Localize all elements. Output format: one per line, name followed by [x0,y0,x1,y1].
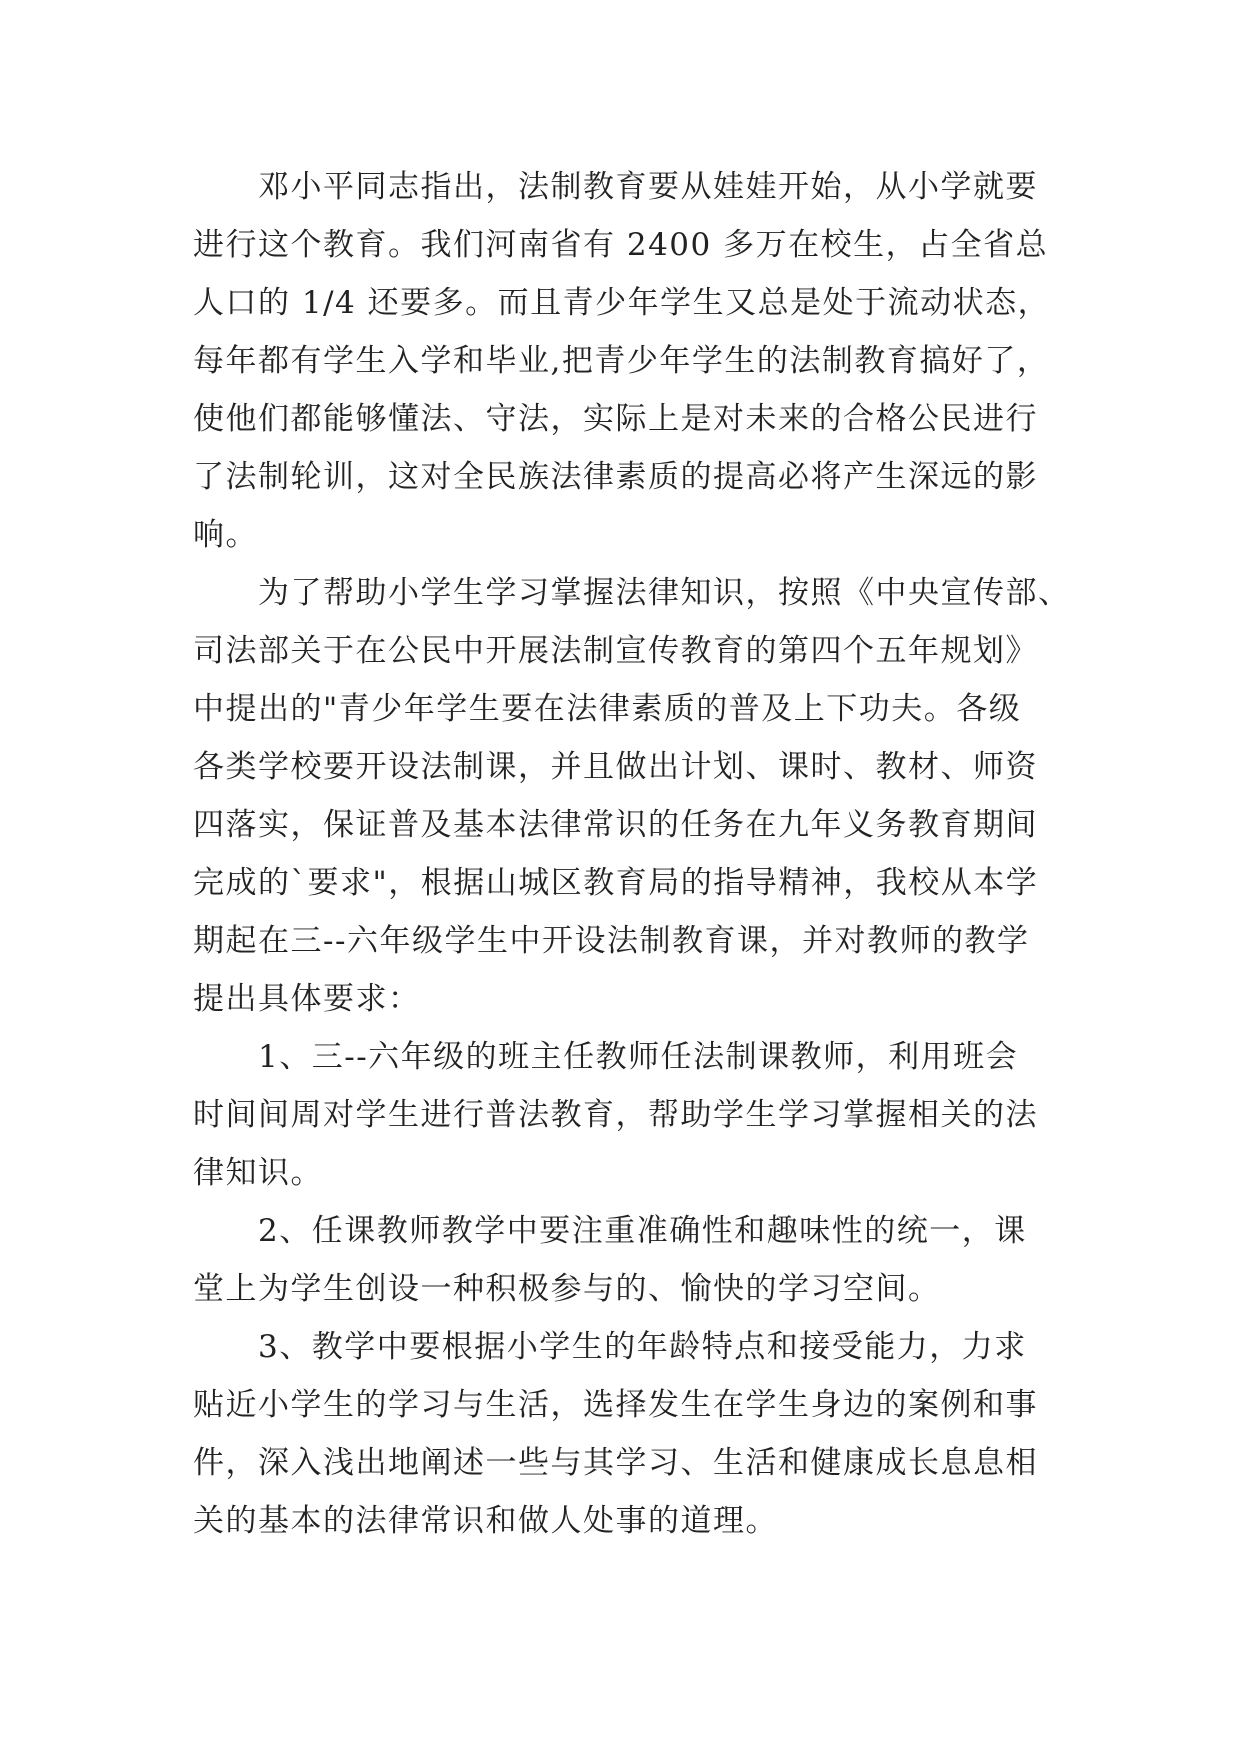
text-line: 人口的 1/4 还要多。而且青少年学生又总是处于流动状态， [193,285,1051,321]
body-text [193,158,1071,1550]
text-line: 时间间周对学生进行普法教育，帮助学生学习掌握相关的法 [193,1097,1038,1133]
text-line: 各类学校要开设法制课，并且做出计划、课时、教材、师资 [193,749,1038,785]
text-line: 3、教学中要根据小学生的年龄特点和接受能力，力求 [193,1329,1027,1365]
text-line: 期起在三--六年级学生中开设法制教育课，并对教师的教学 [193,923,1030,959]
paragraph-requirement-2 [193,1202,1063,1318]
text-line: 贴近小学生的学习与生活，选择发生在学生身边的案例和事 [193,1387,1038,1423]
text-line: 关的基本的法律常识和做人处事的道理。 [193,1503,778,1539]
paragraph-intro [193,158,1063,564]
text-line: 每年都有学生入学和毕业,把青少年学生的法制教育搞好了， [193,343,1050,379]
text-line: 四落实，保证普及基本法律常识的任务在九年义务教育期间 [193,807,1038,843]
text-line: 1、三--六年级的班主任教师任法制课教师，利用班会 [193,1039,1019,1075]
text-line: 了法制轮训，这对全民族法律素质的提高必将产生深远的影 [193,459,1038,495]
text-line: 邓小平同志指出，法制教育要从娃娃开始，从小学就要 [193,169,1038,205]
text-line: 中提出的"青少年学生要在法律素质的普及上下功夫。各级 [193,691,1022,727]
paragraph-purpose [193,564,1071,1028]
text-line: 律知识。 [193,1155,323,1191]
text-line: 司法部关于在公民中开展法制宣传教育的第四个五年规划》 [193,633,1038,669]
paragraph-requirement-1 [193,1028,1063,1202]
text-line: 响。 [193,517,258,553]
text-line: 提出具体要求： [193,981,421,1017]
paragraph-requirement-3 [193,1318,1063,1550]
text-line: 使他们都能够懂法、守法，实际上是对未来的合格公民进行 [193,401,1038,437]
text-line: 2、任课教师教学中要注重准确性和趣味性的统一，课 [193,1213,1027,1249]
text-line: 件，深入浅出地阐述一些与其学习、生活和健康成长息息相 [193,1445,1038,1481]
text-line: 完成的`要求"，根据山城区教育局的指导精神，我校从本学 [193,865,1039,901]
text-line: 进行这个教育。我们河南省有 2400 多万在校生，占全省总 [193,227,1049,263]
text-line: 堂上为学生创设一种积极参与的、愉快的学习空间。 [193,1271,941,1307]
text-line: 为了帮助小学生学习掌握法律知识，按照《中央宣传部、 [193,575,1071,611]
